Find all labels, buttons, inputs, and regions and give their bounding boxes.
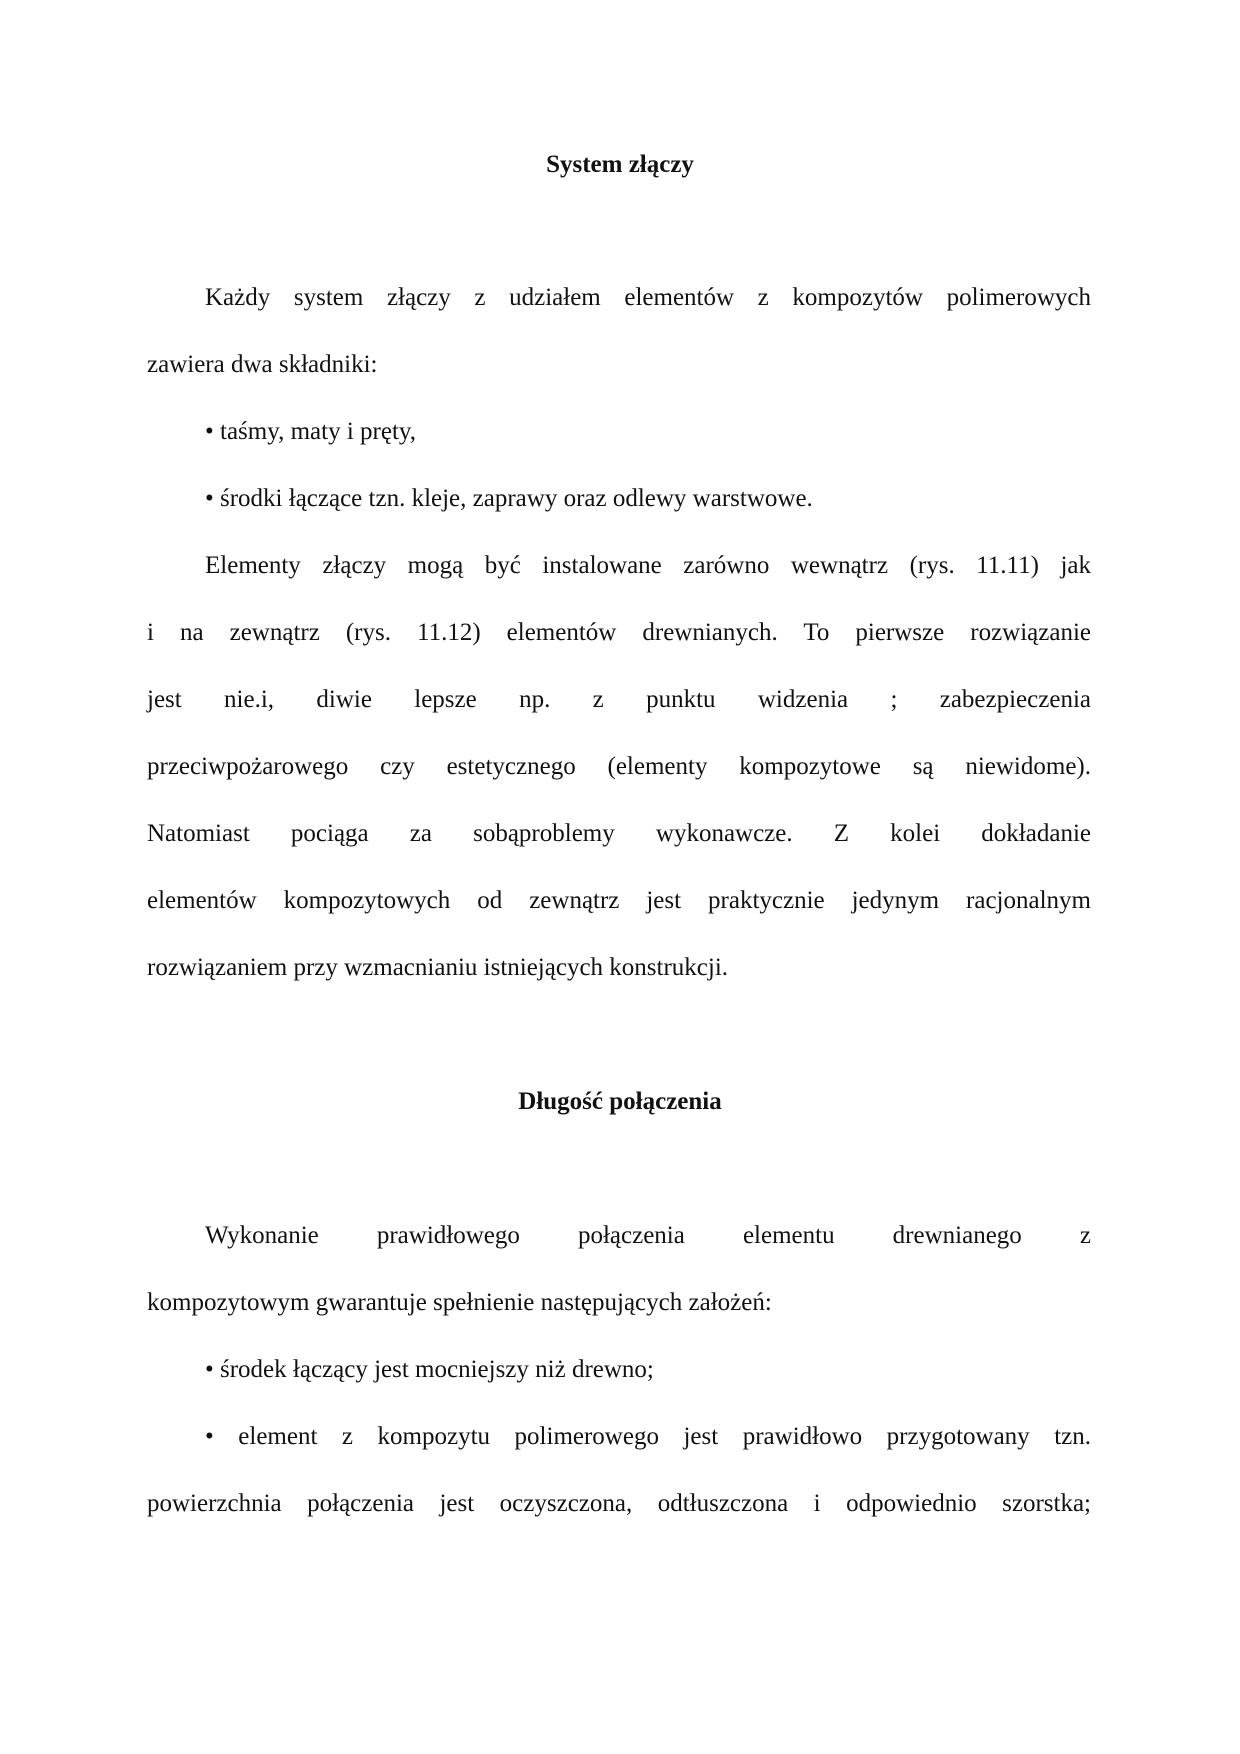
paragraph-line: Każdy system złączy z udziałem elementów z kompozytów polimerowych xyxy=(205,284,1091,311)
paragraph-line: kompozytowym gwarantuje spełnienie następujących założeń: xyxy=(147,1289,772,1316)
heading-system-zlaczy: System złączy xyxy=(546,151,694,178)
paragraph-line: powierzchnia połączenia jest oczyszczona, odtłuszczona i odpowiednio szorstka; xyxy=(147,1490,1091,1517)
paragraph-line: elementów kompozytowych od zewnątrz jest praktycznie jedynym racjonalnym xyxy=(147,887,1091,914)
paragraph-line: rozwiązaniem przy wzmacnianiu istniejących konstrukcji. xyxy=(147,954,729,981)
bullet-item: • środki łączące tzn. kleje, zaprawy oraz odlewy warstwowe. xyxy=(205,485,813,512)
bullet-item: • środek łączący jest mocniejszy niż drewno; xyxy=(205,1356,654,1383)
paragraph-line: Wykonanie prawidłowego połączenia elementu drewnianego z xyxy=(205,1222,1091,1249)
paragraph-line: Natomiast pociąga za sobąproblemy wykonawcze. Z kolei dokładanie xyxy=(147,820,1091,847)
heading-dlugosc-polaczenia: Długość połączenia xyxy=(518,1088,722,1115)
paragraph-line: i na zewnątrz (rys. 11.12) elementów drewnianych. To pierwsze rozwiązanie xyxy=(147,619,1091,646)
bullet-item: • taśmy, maty i pręty, xyxy=(205,418,417,445)
paragraph-line: jest nie.i, diwie lepsze np. z punktu widzenia ; zabezpieczenia xyxy=(147,686,1091,713)
paragraph-line: zawiera dwa składniki: xyxy=(147,351,378,378)
paragraph-line: Elementy złączy mogą być instalowane zarówno wewnątrz (rys. 11.11) jak xyxy=(205,552,1091,579)
paragraph-line: przeciwpożarowego czy estetycznego (elementy kompozytowe są niewidome). xyxy=(147,753,1091,780)
bullet-item: • element z kompozytu polimerowego jest prawidłowo przygotowany tzn. xyxy=(205,1423,1091,1450)
